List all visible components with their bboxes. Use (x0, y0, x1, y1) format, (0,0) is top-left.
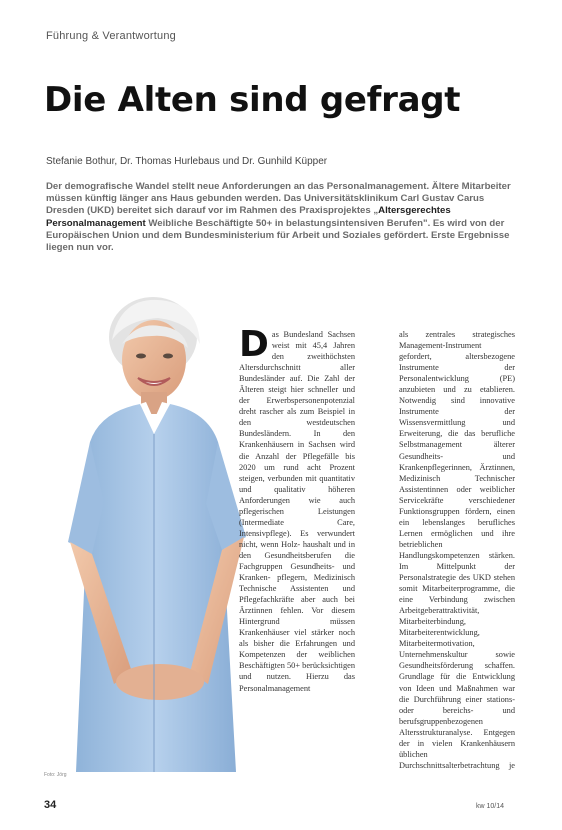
lead-highlight: Altersgerechtes Personalmanagement (46, 205, 451, 229)
column-1-text: as Bundesland Sachsen weist mit 45,4 Jahren den zweithöchsten Altersdurchschnitt aller Bundesländer auf. Die Zahl der Älteren steigt hier schneller und der Erwerbspersonenpotenzial dreht rascher als zum Beispiel in den westdeutschen Bundesländern. In den Krankenhäusern in Sachsen wird die Anzahl der Pflegefälle bis 2020 um rund acht Prozent steigen, verbunden mit quantitativ und qualitativ höheren Anforderungen wie auch pflegerischen Leistungen (Intermediate Care, Intensivpflege). Es verwundert nicht, wenn Holz- haushalt und in den Gesundheitsberufen die Fachgruppen Gesundheits- und Kranken- pflegern, Medizinisch Technische Assistenten und Pflegefachkräfte aber auch bei Ärztinnen fehlen. Vor diesem Hintergrund müssen Krankenhäuser viel stärker noch als bisher die Erfahrungen und Kompetenzen der weiblichen Beschäftigten 50+ berücksichtigen und nutzen. Hierzu das Personalmanagement (239, 330, 355, 693)
lead-text-after: Weibliche Beschäftigte 50+ in belastungsintensiven Berufen". Es wird von der Europäischen Union und dem Bundesministerium für Arbeit und Soziales gefördert. Erste Ergebnisse liegen nun vor. (46, 217, 510, 254)
lead-text-before: Der demografische Wandel stellt neue Anforderungen an das Personalmanagement. Ältere Mitarbeiter müssen künftig länger ans Haus gebunden werden. Das Universitätsklinikum Carl Gustav Carus Dresden (UKD) bereitet sich darauf vor im Rahmen des Praxisprojektes „ (46, 181, 511, 217)
issue-label: kw 10/14 (476, 803, 505, 810)
body-column-1 (239, 329, 355, 771)
section-label: Führung & Verantwortung (46, 30, 176, 42)
drop-cap: D (239, 329, 269, 365)
column-2-text: als zentrales strategisches Management-Instrument gefordert, altersbezogene Instrumente der Personalentwicklung (PE) anzubieten und zu etablieren. Notwendig sind innovative Instrumente der Wissensvermittlung und Erweiterung, die das berufliche Selbstmanagement älterer Gesundheits- und Krankenpflegerinnen, Ärztinnen, Medizinisch Technischer Assistentinnen oder weiblicher Servicekräfte verschiedener Funktionsgruppen fördern, einen ein lebenslanges berufliches Lernen ermöglichen und ihre betrieblichen Handlungskompetenzen stärken. Im Mittelpunkt der Personalstrategie des UKD stehen somit Mitarbeiterprogramme, die eine Verbindung zwischen Arbeitgeberattraktivität, Mitarbeiterbindung, Mitarbeiterentwicklung, Mitarbeitermotivation, Unternehmenskultur sowie Gesundheitsförderung schaffen. Grundlage für die Entwicklung von Ideen und Maßnahmen war die Durchführung einer stations- oder bereichs- und berufsgruppenbezogenen Altersstrukturanalyse. Entgegen der in vielen Krankenhäusern üblichen Durchschnittsalterbetrachtung je (399, 330, 515, 770)
photo-credit: Foto: Jörg (44, 772, 67, 778)
body-column-2 (399, 329, 515, 771)
article-lead (46, 181, 516, 254)
author-byline: Stefanie Bothur, Dr. Thomas Hurlebaus und Dr. Gunhild Küpper (46, 156, 328, 167)
page-number: 34 (44, 799, 57, 811)
article-title: Die Alten sind gefragt (44, 80, 461, 120)
